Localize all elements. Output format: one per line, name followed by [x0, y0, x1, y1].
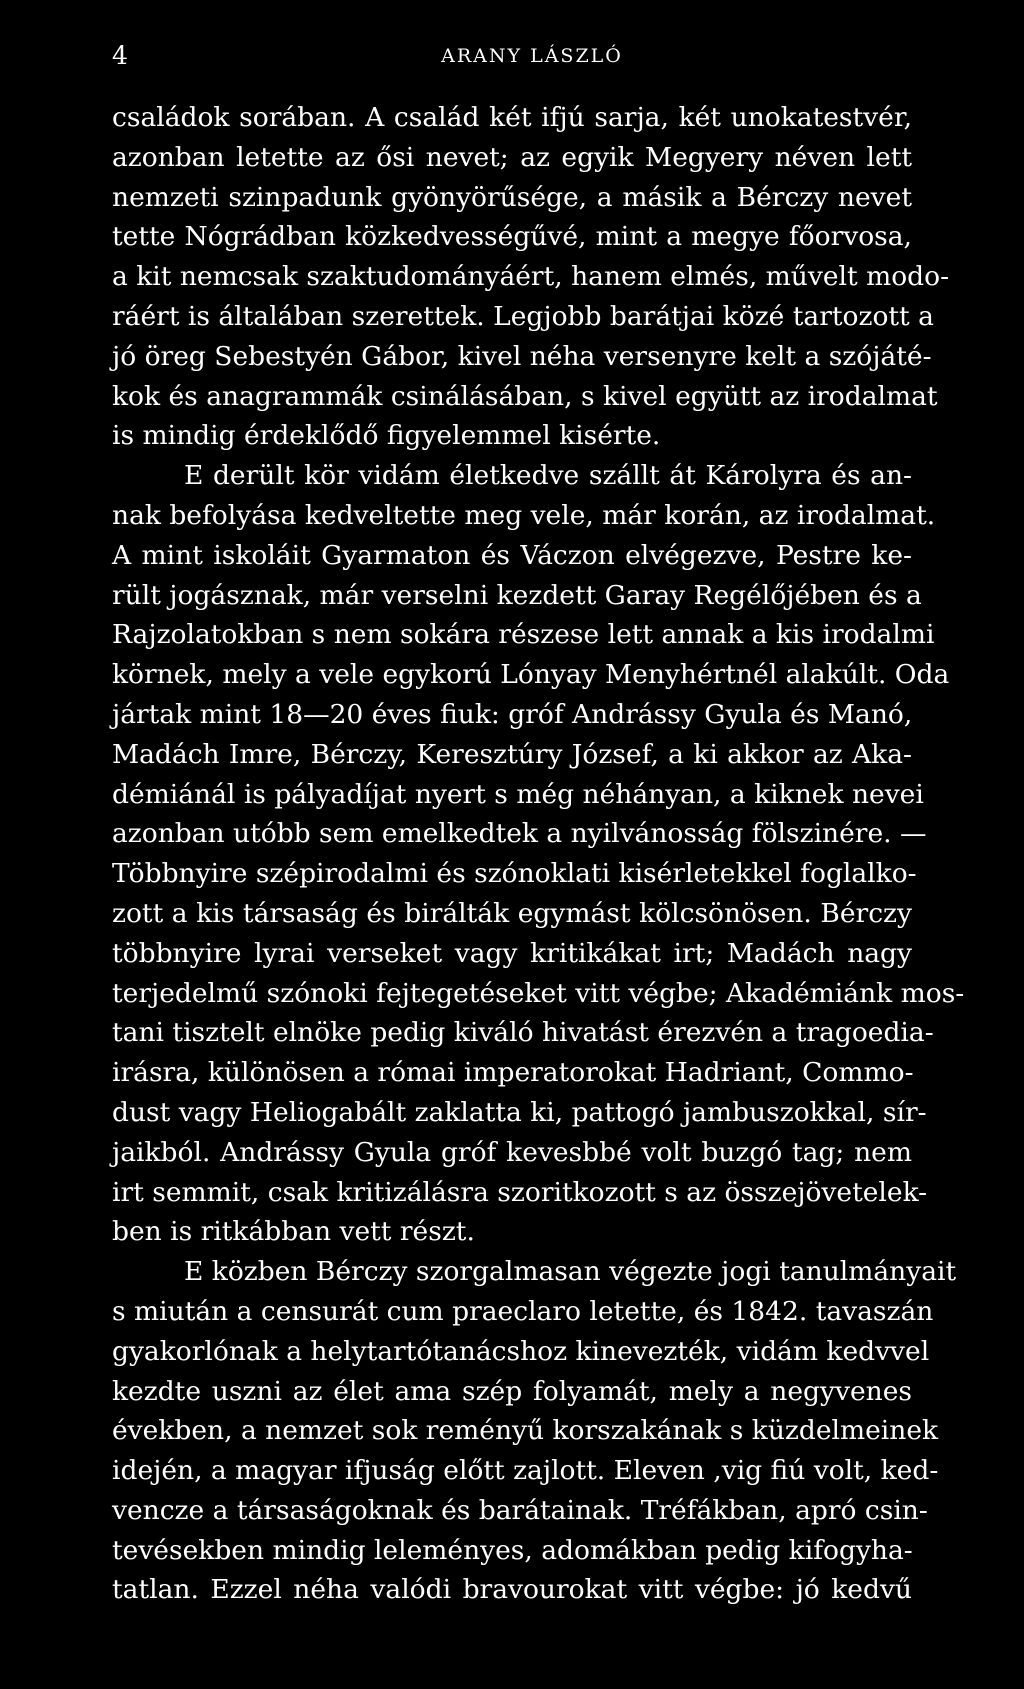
- text-line: tette Nógrádban közkedvességűvé, mint a megye főorvosa,: [112, 221, 912, 253]
- text-line: dust vagy Heliogabált zaklatta ki, pattogó jambuszokkal, sír-: [112, 1096, 927, 1128]
- text-line: Többnyire szépirodalmi és szónoklati kisérletekkel foglalko-: [112, 858, 917, 890]
- text-line: Rajzolatokban s nem sokára részese lett annak a kis irodalmi: [112, 619, 935, 651]
- page-header: [112, 36, 912, 76]
- text-line: E közben Bérczy szorgalmasan végezte jogi tanulmányait: [184, 1256, 957, 1288]
- text-line: a kit nemcsak szaktudományáért, hanem elmés, művelt modo-: [112, 261, 950, 293]
- text-line: kezdte uszni az élet ama szép folyamát, mely a negyvenes: [112, 1375, 912, 1407]
- text-line: irt semmit, csak kritizálásra szoritkozott s az összejövetelek-: [112, 1176, 928, 1208]
- text-line: ráért is általában szerettek. Legjobb barátjai közé tartozott a: [112, 300, 934, 332]
- text-line: rült jogásznak, már verselni kezdett Garay Regélőjében és a: [112, 579, 922, 611]
- text-line: jó öreg Sebestyén Gábor, kivel néha versenyre kelt a szójáté-: [112, 340, 932, 372]
- text-line: tatlan. Ezzel néha valódi bravourokat vitt végbe: jó kedvű: [112, 1574, 912, 1606]
- text-line: többnyire lyrai verseket vagy kritikákat irt; Madách nagy: [112, 937, 912, 969]
- text-line: A mint iskoláit Gyarmaton és Váczon elvégezve, Pestre ke-: [112, 539, 912, 571]
- text-line: vencze a társaságoknak és barátainak. Tréfákban, apró csin-: [112, 1494, 928, 1526]
- text-line: idején, a magyar ifjuság előtt zajlott. Eleven ,vig fiú volt, ked-: [112, 1455, 939, 1487]
- running-head: ARANY LÁSZLÓ: [441, 45, 623, 67]
- text-line: irásra, különösen a római imperatorokat Hadriant, Commo-: [112, 1057, 914, 1089]
- text-line: jaikból. Andrássy Gyula gróf kevesbbé volt buzgó tag; nem: [112, 1136, 912, 1168]
- text-line: körnek, mely a vele egykorú Lónyay Menyhértnél alakúlt. Oda: [112, 659, 950, 691]
- text-line: tani tisztelt elnöke pedig kiváló hivatást érezvén a tragoedia-: [112, 1017, 934, 1049]
- text-line: terjedelmű szónoki fejtegetéseket vitt végbe; Akadémiánk mos-: [112, 977, 965, 1009]
- text-line: is mindig érdeklődő figyelemmel kisérte.: [112, 420, 661, 452]
- text-line: kok és anagrammák csinálásában, s kivel együtt az irodalmat: [112, 380, 938, 412]
- text-line: E derült kör vidám életkedve szállt át Károlyra és an-: [184, 460, 912, 492]
- text-line: nak befolyása kedveltette meg vele, már korán, az irodalmat.: [112, 499, 936, 531]
- text-line: démiánál is pályadíjat nyert s még néhányan, a kiknek nevei: [112, 778, 924, 810]
- text-line: családok sorában. A család két ifjú sarja, két unokatestvér,: [112, 102, 912, 133]
- text-line: jártak mint 18—20 éves fiuk: gróf Andrássy Gyula és Manó,: [112, 698, 913, 730]
- text-line: nemzeti szinpadunk gyönyörűsége, a másik a Bérczy nevet: [112, 181, 912, 213]
- text-line: s miután a censurát cum praeclaro letette, és 1842. tavaszán: [112, 1295, 934, 1327]
- text-line: azonban letette az ősi nevet; az egyik Megyery néven lett: [112, 141, 912, 173]
- text-line: Madách Imre, Bérczy, Keresztúry József, a ki akkor az Aka-: [112, 738, 912, 770]
- text-line: azonban utóbb sem emelkedtek a nyilvánosság fölszinére. —: [112, 818, 927, 850]
- text-line: zott a kis társaság és birálták egymást kölcsönösen. Bérczy: [112, 897, 912, 929]
- page-number: 4: [112, 41, 128, 70]
- text-line: gyakorlónak a helytartótanácshoz kinevezték, vidám kedvvel: [112, 1335, 930, 1367]
- text-line: ben is ritkábban vett részt.: [112, 1216, 475, 1248]
- text-line: tevésekben mindig leleményes, adomákban pedig kifogyha-: [112, 1534, 913, 1566]
- body-text: [112, 98, 965, 1610]
- text-line: években, a nemzet sok reményű korszakának s küzdelmeinek: [112, 1415, 939, 1447]
